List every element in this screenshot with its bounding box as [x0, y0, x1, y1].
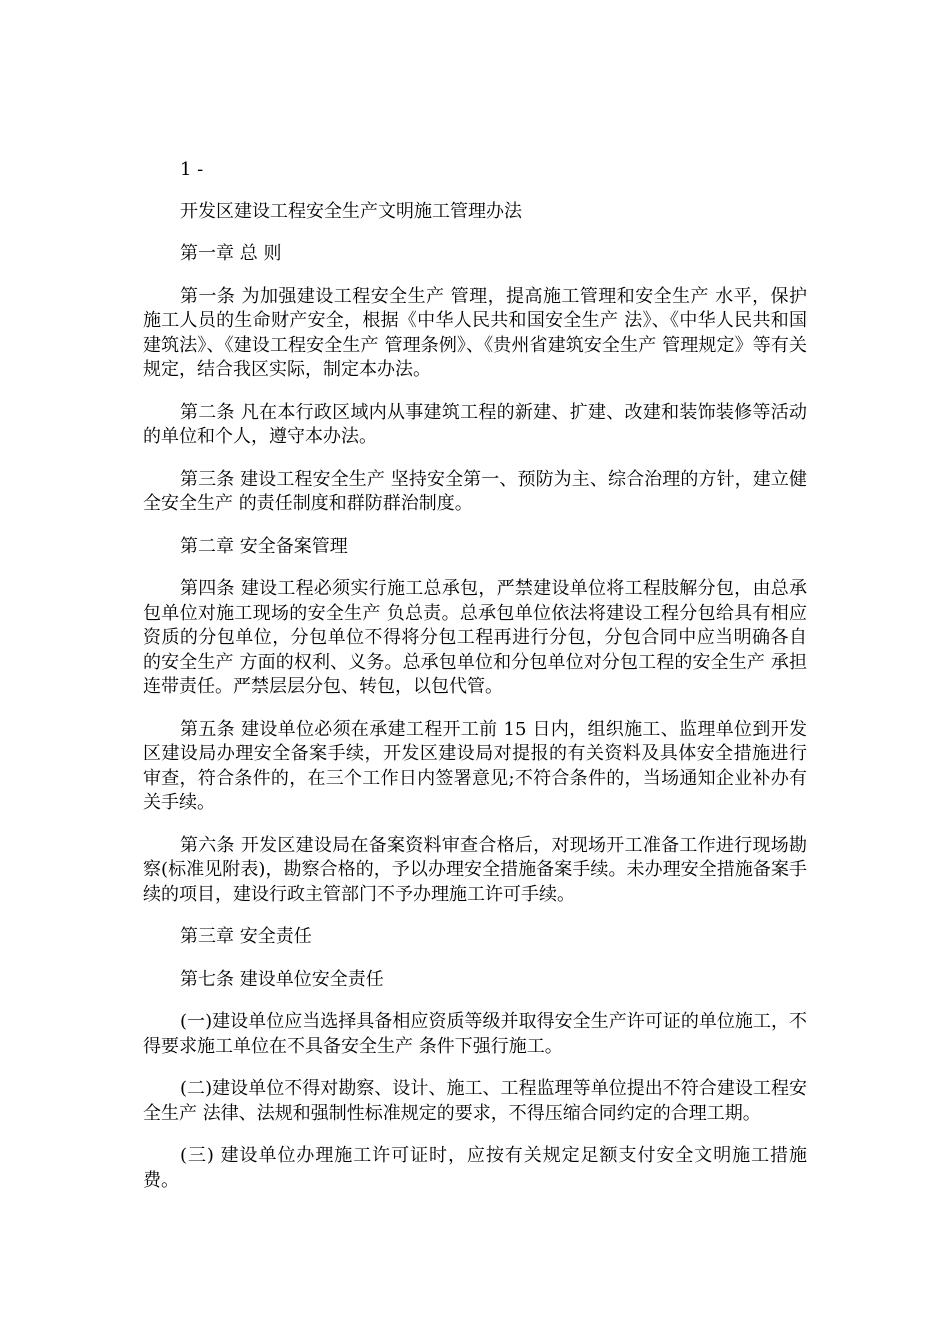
- article-heading: 第七条 建设单位安全责任: [180, 968, 384, 990]
- clause-paragraph: (三) 建设单位办理施工许可证时，应按有关规定足额支付安全文明施工措施费。: [143, 1145, 807, 1191]
- page-number: 1 -: [180, 159, 204, 180]
- article-paragraph: 第一条 为加强建设工程安全生产 管理，提高施工管理和安全生产 水平，保护施工人员的生命财产安全，根据《中华人民共和国安全生产 法》、《中华人民共和国建筑法》、《建设工程安全生产 管理条例》、《贵州省建筑安全生产 管理规定》等有关规定，结合我区实际，制定本办法。: [143, 285, 807, 380]
- chapter-heading: 第三章 安全责任: [180, 926, 312, 947]
- chapter-heading: 第一章 总 则: [180, 243, 282, 264]
- document-title: 开发区建设工程安全生产文明施工管理办法: [180, 200, 522, 222]
- chapter-heading: 第二章 安全备案管理: [180, 535, 348, 557]
- article-paragraph: 第四条 建设工程必须实行施工总承包，严禁建设单位将工程肢解分包，由总承包单位对施工现场的安全生产 负总责。总承包单位依法将建设工程分包给具有相应资质的分包单位，分包单位不得将分包工程再进行分包，分包合同中应当明确各自的安全生产 方面的权利、义务。总承包单位和分包单位对分包工程的安全生产 承担连带责任。严禁层层分包、转包，以包代管。: [143, 578, 807, 697]
- clause-paragraph: (二)建设单位不得对勘察、设计、施工、工程监理等单位提出不符合建设工程安全生产 法律、法规和强制性标准规定的要求，不得压缩合同约定的合理工期。: [143, 1078, 807, 1124]
- clause-paragraph: (一)建设单位应当选择具备相应资质等级并取得安全生产许可证的单位施工，不得要求施工单位在不具备安全生产 条件下强行施工。: [143, 1011, 807, 1057]
- article-paragraph: 第三条 建设工程安全生产 坚持安全第一、预防为主、综合治理的方针，建立健全安全生产 的责任制度和群防群治制度。: [143, 468, 807, 514]
- article-paragraph: 第六条 开发区建设局在备案资料审查合格后，对现场开工准备工作进行现场勘察(标准见附表)，勘察合格的，予以办理安全措施备案手续。未办理安全措施备案手续的项目，建设行政主管部门不予办理施工许可手续。: [143, 834, 807, 905]
- document-body: [143, 158, 807, 1211]
- article-paragraph: 第二条 凡在本行政区域内从事建筑工程的新建、扩建、改建和装饰装修等活动的单位和个人，遵守本办法。: [143, 401, 807, 447]
- article-paragraph: 第五条 建设单位必须在承建工程开工前 15 日内，组织施工、监理单位到开发区建设局办理安全备案手续，开发区建设局对提报的有关资料及具体安全措施进行审查，符合条件的，在三个工作日内签署意见;不符合条件的，当场通知企业补办有关手续。: [143, 718, 807, 813]
